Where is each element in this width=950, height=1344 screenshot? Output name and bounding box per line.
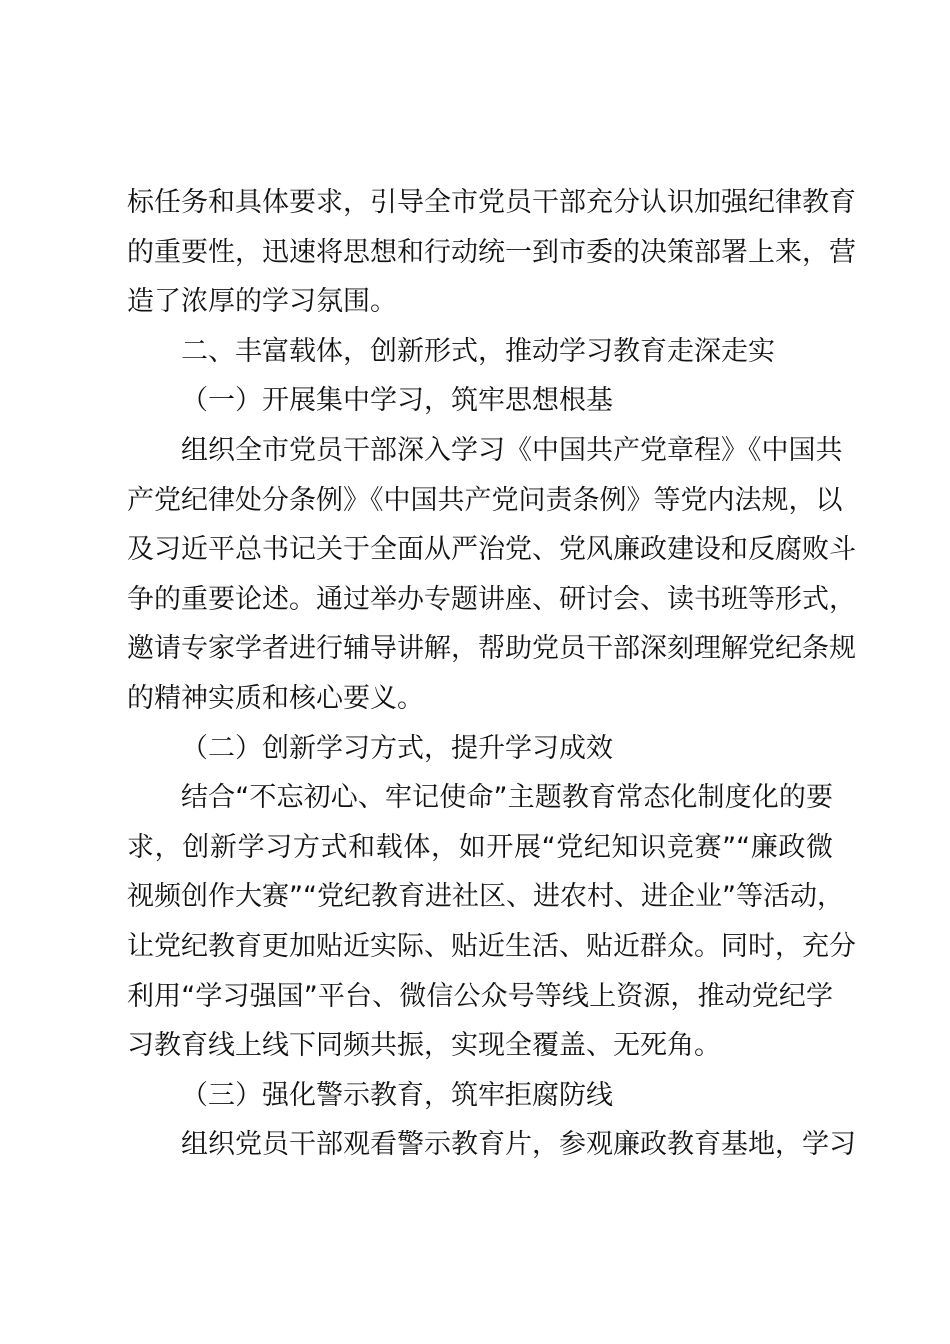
text-line: （三）强化警示教育，筑牢拒腐防线	[181, 1079, 613, 1111]
text-line: 造了浓厚的学习氛围。	[127, 286, 397, 318]
text-line: 争的重要论述。通过举办专题讲座、研讨会、读书班等形式，	[127, 583, 856, 615]
text-line: 二、丰富载体，创新形式，推动学习教育走深走实	[181, 335, 775, 367]
text-line: 视频创作大赛”“党纪教育进社区、进农村、进企业”等活动，	[127, 881, 844, 913]
text-line: 的精神实质和核心要义。	[127, 682, 424, 714]
text-line: 组织党员干部观看警示教育片，参观廉政教育基地，学习	[181, 1129, 856, 1161]
text-line: 让党纪教育更加贴近实际、贴近生活、贴近群众。同时，充分	[127, 930, 856, 962]
text-line: 产党纪律处分条例》《中国共产党问责条例》等党内法规，以	[127, 484, 843, 516]
text-line: 及习近平总书记关于全面从严治党、党风廉政建设和反腐败斗	[127, 534, 856, 566]
text-line: （一）开展集中学习，筑牢思想根基	[181, 385, 613, 417]
text-line: 标任务和具体要求，引导全市党员干部充分认识加强纪律教育	[127, 187, 856, 218]
text-line: （二）创新学习方式，提升学习成效	[181, 732, 613, 764]
text-line: 习教育线上线下同频共振，实现全覆盖、无死角。	[127, 1030, 721, 1062]
text-line: 利用“学习强国”平台、微信公众号等线上资源，推动党纪学	[127, 980, 833, 1012]
text-line: 邀请专家学者进行辅导讲解，帮助党员干部深刻理解党纪条规	[127, 633, 856, 665]
text-line: 组织全市党员干部深入学习《中国共产党章程》《中国共	[181, 434, 843, 466]
text-line: 的重要性，迅速将思想和行动统一到市委的决策部署上来，营	[127, 236, 856, 268]
document-body	[127, 178, 856, 1170]
text-line: 求，创新学习方式和载体，如开展“党纪知识竞赛”“廉政微	[127, 831, 833, 863]
text-line: 结合“不忘初心、牢记使命”主题教育常态化制度化的要	[181, 782, 833, 814]
